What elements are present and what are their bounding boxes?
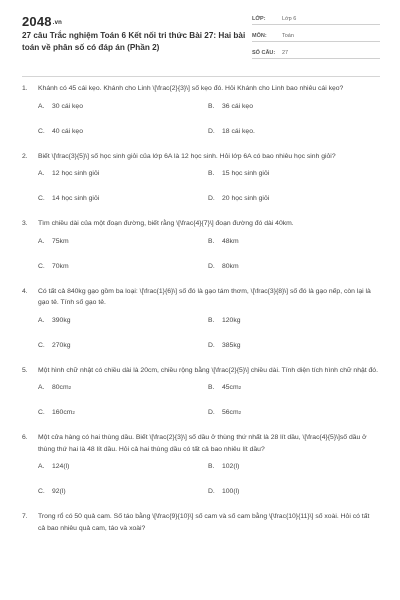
- question-text: Có tất cả 840kg gạo gồm ba loại: \[\frac{1}{6}\] số đó là gạo tám thơm, \[\frac{3}{8}\] số đó là gạo nếp, còn lại là gạo tẻ. Tính số gạo tẻ.: [38, 287, 371, 306]
- option-text: 56cm: [222, 409, 239, 417]
- meta-value: Toán: [282, 33, 294, 39]
- option-a[interactable]: [38, 236, 208, 248]
- option-letter: B.: [208, 316, 215, 324]
- answer-options: [38, 236, 378, 286]
- question-number: 3.: [22, 220, 28, 227]
- question-2: [0, 151, 400, 219]
- option-text: 40 cái kẹo: [52, 127, 83, 135]
- option-text: 75km: [52, 237, 69, 245]
- option-letter: B.: [208, 237, 215, 245]
- logo-text: 2048: [22, 14, 52, 29]
- document-title: 27 câu Trắc nghiệm Toán 6 Kết nối tri thức Bài 27: Hai bài toán về phân số có đáp án (Phần 2): [22, 31, 246, 52]
- logo-suffix: .vn: [52, 19, 63, 26]
- option-text: 70km: [52, 262, 69, 270]
- option-letter: D.: [208, 127, 215, 135]
- answer-options: [38, 382, 378, 432]
- meta-row-subject: [252, 29, 380, 42]
- option-b[interactable]: [208, 461, 378, 473]
- meta-value: 27: [282, 50, 289, 56]
- option-c[interactable]: [38, 193, 208, 205]
- option-letter: A.: [38, 316, 45, 324]
- meta-row-count: [252, 46, 380, 59]
- option-letter: C.: [38, 488, 45, 496]
- option-a[interactable]: [38, 101, 208, 113]
- option-text: 92(l): [52, 488, 66, 496]
- option-letter: C.: [38, 409, 45, 417]
- option-letter: A.: [38, 384, 45, 392]
- question-7: [0, 511, 400, 534]
- option-letter: A.: [38, 237, 45, 245]
- option-text: 385kg: [222, 341, 241, 349]
- question-6: [0, 432, 400, 511]
- option-letter: C.: [38, 195, 45, 203]
- option-a[interactable]: [38, 315, 208, 327]
- option-letter: B.: [208, 102, 215, 110]
- option-superscript: 2: [238, 385, 242, 391]
- option-d[interactable]: [208, 261, 378, 273]
- question-text: Trong rổ có 50 quả cam. Số táo bằng \[\frac{9}{10}\] số cam và số cam bằng \[\frac{10}{11}\] số xoài. Hỏi có tất cả bao nhiêu quả cam, táo và xoài?: [38, 513, 370, 532]
- option-text: 30 cái kẹo: [52, 102, 83, 110]
- option-letter: C.: [38, 341, 45, 349]
- meta-value: Lớp 6: [282, 16, 297, 22]
- option-text: 12 học sinh giỏi: [52, 170, 100, 178]
- option-d[interactable]: [208, 340, 378, 352]
- answer-options: [38, 315, 378, 365]
- option-c[interactable]: [38, 407, 208, 419]
- option-letter: A.: [38, 463, 45, 471]
- option-b[interactable]: [208, 236, 378, 248]
- option-text: 15 học sinh giỏi: [222, 170, 270, 178]
- option-letter: D.: [208, 262, 215, 270]
- answer-options: [38, 168, 378, 218]
- option-d[interactable]: [208, 126, 378, 138]
- option-c[interactable]: [38, 340, 208, 352]
- option-letter: C.: [38, 262, 45, 270]
- question-text: Khánh có 45 cái kẹo. Khánh cho Linh \[\frac{2}{3}\] số kẹo đó. Hỏi Khánh cho Linh bao nhiêu cái kẹo?: [38, 85, 344, 92]
- option-text: 18 cái kẹo.: [222, 127, 255, 135]
- question-text: Một cửa hàng có hai thùng dầu. Biết \[\frac{2}{3}\] số dầu ở thùng thứ nhất là 28 lít dầu, \[\frac{4}{5}\]số dầu ở thùng thứ hai là 48 lít dầu. Hỏi cả hai thùng dầu có tất cả bao nhiêu lít dầu?: [38, 434, 367, 453]
- option-letter: B.: [208, 170, 215, 178]
- option-d[interactable]: [208, 407, 378, 419]
- option-text: 45cm: [222, 384, 239, 392]
- question-list: [0, 80, 400, 534]
- option-text: 80km: [222, 262, 239, 270]
- option-c[interactable]: [38, 126, 208, 138]
- option-a[interactable]: [38, 382, 208, 394]
- option-text: 160cm: [52, 409, 73, 417]
- option-d[interactable]: [208, 193, 378, 205]
- option-c[interactable]: [38, 486, 208, 498]
- question-number: 7.: [22, 513, 28, 520]
- option-letter: B.: [208, 384, 215, 392]
- option-letter: D.: [208, 409, 215, 417]
- option-text: 390kg: [52, 316, 71, 324]
- option-a[interactable]: [38, 168, 208, 180]
- option-a[interactable]: [38, 461, 208, 473]
- answer-options: [38, 101, 378, 151]
- option-text: 100(l): [222, 488, 240, 496]
- option-letter: A.: [38, 102, 45, 110]
- option-text: 48km: [222, 237, 239, 245]
- question-4: [0, 286, 400, 365]
- option-letter: D.: [208, 488, 215, 496]
- option-b[interactable]: [208, 168, 378, 180]
- meta-label: MÔN:: [252, 33, 267, 39]
- option-text: 20 học sinh giỏi: [222, 195, 270, 203]
- question-number: 1.: [22, 85, 28, 92]
- option-letter: A.: [38, 170, 45, 178]
- answer-options: [38, 461, 378, 511]
- meta-row-class: [252, 12, 380, 25]
- site-logo[interactable]: [22, 14, 62, 29]
- option-superscript: 2: [72, 410, 75, 416]
- question-text: Biết \[\frac{3}{5}\] số học sinh giỏi của lớp 6A là 12 học sinh. Hỏi lớp 6A có bao nhiêu học sinh giỏi?: [38, 152, 336, 160]
- document-header: [0, 0, 400, 70]
- question-number: 2.: [22, 152, 28, 160]
- question-5: [0, 365, 400, 433]
- question-1: [0, 83, 400, 151]
- option-superscript: 2: [238, 410, 242, 416]
- meta-label: SỐ CÂU:: [252, 50, 276, 56]
- header-divider: [22, 76, 380, 77]
- option-d[interactable]: [208, 486, 378, 498]
- option-text: 102(l): [222, 463, 240, 471]
- meta-label: LỚP:: [252, 16, 266, 22]
- option-letter: D.: [208, 341, 215, 349]
- option-text: 36 cái kẹo: [222, 102, 253, 110]
- option-text: 120kg: [222, 316, 241, 324]
- option-letter: B.: [208, 463, 215, 471]
- option-c[interactable]: [38, 261, 208, 273]
- option-b[interactable]: [208, 101, 378, 113]
- question-number: 6.: [22, 434, 28, 441]
- question-text: Tìm chiều dài của một đoạn đường, biết rằng \[\frac{4}{7}\] đoạn đường đó dài 40km.: [38, 220, 294, 227]
- question-3: [0, 218, 400, 286]
- option-text: 80cm: [52, 384, 69, 392]
- option-letter: C.: [38, 127, 45, 135]
- option-letter: D.: [208, 195, 215, 203]
- document-meta: [252, 12, 380, 59]
- option-b[interactable]: [208, 315, 378, 327]
- option-text: 270kg: [52, 341, 71, 349]
- question-number: 5.: [22, 366, 28, 374]
- option-text: 14 học sinh giỏi: [52, 195, 100, 203]
- option-superscript: 2: [68, 385, 72, 391]
- option-b[interactable]: [208, 382, 378, 394]
- option-text: 124(l): [52, 463, 70, 471]
- question-text: Một hình chữ nhật có chiều dài là 20cm, chiều rộng bằng \[\frac{2}{5}\] chiều dài. Tính diện tích hình chữ nhật đó.: [38, 366, 378, 374]
- question-number: 4.: [22, 287, 28, 295]
